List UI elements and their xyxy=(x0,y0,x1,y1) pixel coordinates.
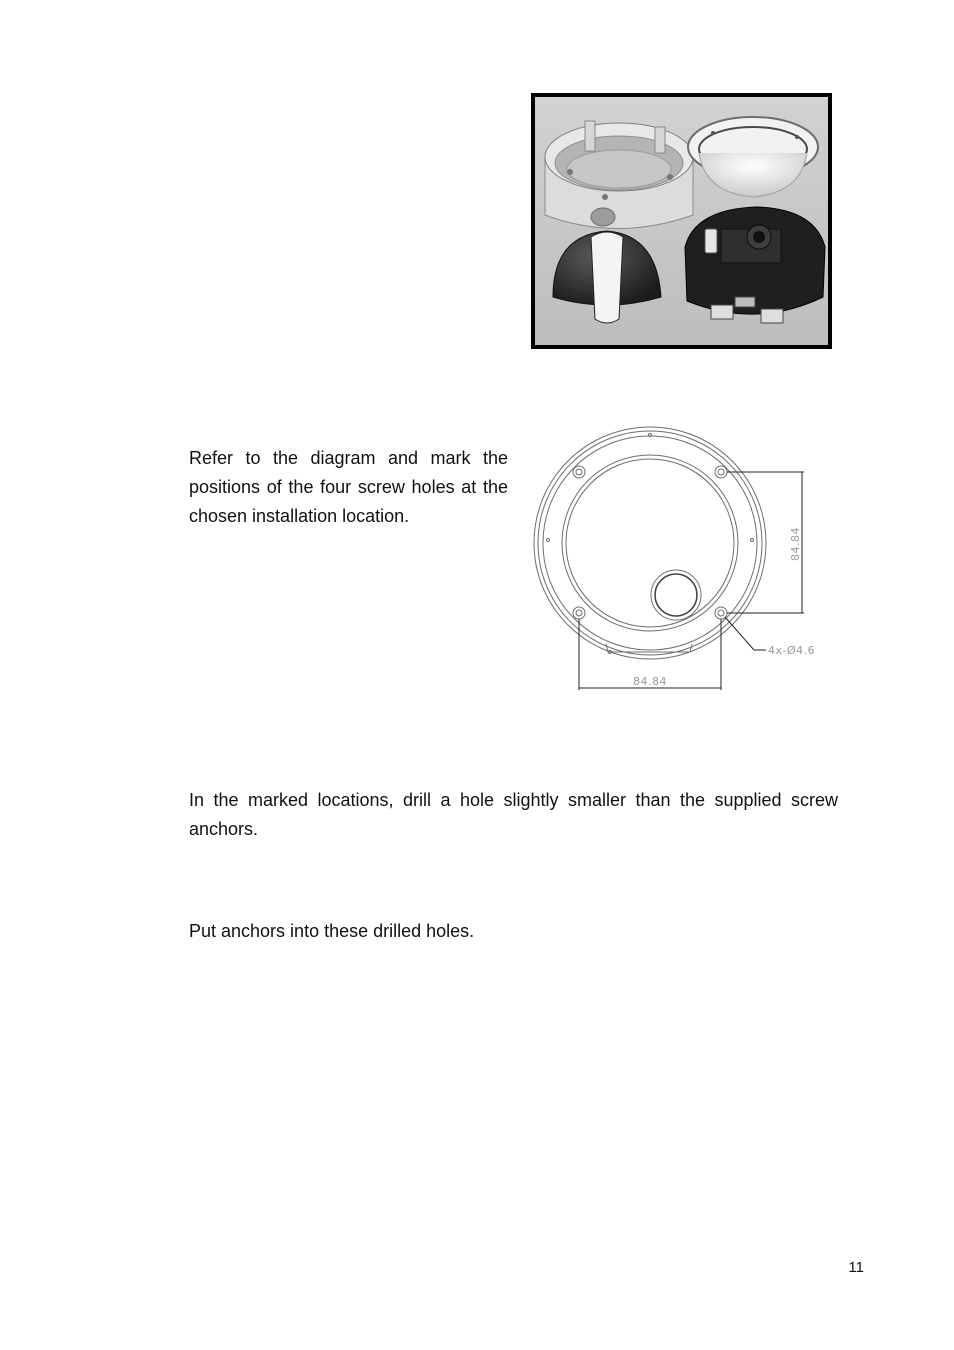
screw-hole-top-right xyxy=(715,466,727,478)
vertical-dimension-label: 84.84 xyxy=(789,527,802,561)
camera-parts-photo xyxy=(531,93,832,349)
screw-hole-bottom-left xyxy=(573,607,585,619)
back-box-part xyxy=(545,121,693,229)
step-mark-screw-holes: Refer to the diagram and mark the positions of the four screw holes at the chosen installation location. xyxy=(189,448,508,526)
step-insert-anchors: Put anchors into these drilled holes. xyxy=(189,921,475,941)
mounting-hole-diagram xyxy=(528,420,828,700)
lens-opening xyxy=(651,570,701,620)
horizontal-dimension-label: 84.84 xyxy=(633,675,667,688)
page-number: 11 xyxy=(848,1259,864,1276)
hole-callout-leader xyxy=(725,617,766,650)
step-drill-holes: In the marked locations, drill a hole slightly smaller than the supplied screw anchors. xyxy=(189,790,838,839)
screw-hole-top-left xyxy=(573,466,585,478)
hole-callout-label: 4x-Ø4.6 xyxy=(768,644,816,657)
